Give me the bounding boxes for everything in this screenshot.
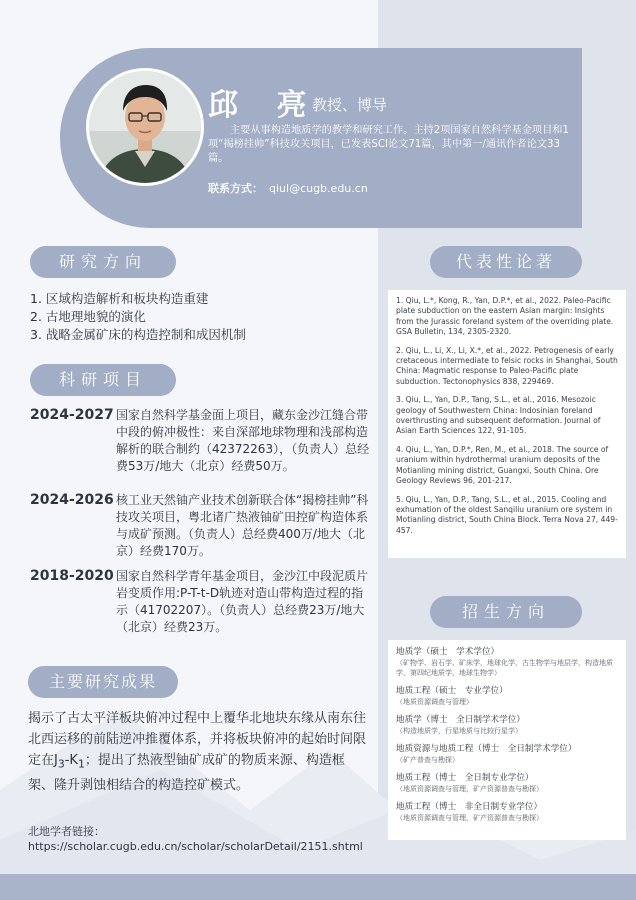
admission-item	[396, 743, 618, 765]
admission-degree: 地质工程（博士 全日制专业学位）	[396, 773, 534, 783]
project-year: 2018-2020	[30, 568, 114, 584]
contact-email[interactable]: qiul@cugb.edu.cn	[269, 182, 368, 195]
footer-bar	[0, 874, 636, 900]
profile-photo	[89, 71, 201, 183]
scholar-link[interactable]: https://scholar.cugb.edu.cn/scholar/scholarDetail/2151.shtml	[28, 840, 363, 853]
admission-item	[396, 646, 618, 678]
scholar-link-label: 北地学者链接：	[28, 825, 105, 838]
projects-heading: 科研项目	[30, 364, 176, 396]
project-item	[30, 492, 370, 560]
admission-item	[396, 772, 618, 794]
contact-label: 联系方式：	[208, 182, 263, 195]
project-year: 2024-2027	[30, 407, 114, 423]
project-item	[30, 407, 370, 475]
project-year: 2024-2026	[30, 492, 114, 508]
achievements-text	[28, 708, 366, 796]
admissions-heading: 招生方向	[430, 596, 582, 628]
project-desc: 核工业天然铀产业技术创新联合体“揭榜挂帅”科技攻关项目，粤北诸广热液铀矿田控矿构造体系与成矿预测。（负责人）总经费400万/地大（北京）经费170万。	[116, 493, 369, 558]
achievements-subscript: 1	[77, 757, 85, 771]
admission-degree: 地质资源与地质工程（博士 全日制学术学位）	[396, 744, 577, 754]
papers-list	[388, 290, 626, 558]
person-name: 邱 亮	[208, 88, 321, 123]
achievements-heading: 主要研究成果	[28, 666, 178, 698]
admission-majors: （矿产普查与勘探）	[396, 756, 459, 764]
papers-heading: 代表性论著	[430, 246, 582, 278]
research-item: 2. 古地理地貌的演化	[30, 309, 146, 324]
admission-item	[396, 714, 618, 736]
project-item	[30, 568, 370, 636]
research-heading: 研究方向	[30, 246, 176, 278]
research-item: 3. 战略金属矿床的构造控制和成因机制	[30, 327, 246, 342]
admission-item	[396, 801, 618, 823]
research-item: 1. 区域构造解析和板块构造重建	[30, 291, 209, 306]
admission-majors: （地质资源调查与管理，矿产资源普查与勘探）	[396, 814, 543, 822]
admission-majors: （矿物学、岩石学、矿床学，地球化学，古生物学与地层学，构造地质学，第四纪地质学，地球生物学）	[396, 659, 613, 677]
admissions-list	[388, 640, 626, 840]
admission-item	[396, 685, 618, 707]
research-list	[30, 290, 246, 344]
admission-degree: 地质工程（硕士 专业学位）	[396, 686, 508, 696]
admission-majors: （地质资源调查与管理，矿产资源普查与勘探）	[396, 785, 543, 793]
paper-item: 4. Qiu, L., Yan, D.P.*, Ren, M., et al., 2018. The source of uranium within hydrothermal uranium deposits of the Motianling mining district, Guangxi, South China. Ore Geology Reviews 96, 201-217.	[396, 444, 609, 486]
admission-degree: 地质学（硕士 学术学位）	[396, 647, 500, 657]
admission-majors: （地质资源调查与管理）	[396, 698, 473, 706]
paper-item: 2. Qiu, L., Li, X., Li, X.*, et al., 2022. Petrogenesis of early cretaceous intermediate to felsic rocks in Shanghai, South China: Magmatic response to Paleo-Pacific plate subduction. Tectonophysics 838, 229469.	[396, 345, 618, 386]
project-desc: 国家自然科学青年基金项目，金沙江中段泥质片岩变质作用:P-T-t-D轨迹对造山带构造过程的指示（41702207）。（负责人）总经费23万/地大（北京）经费23万。	[116, 569, 369, 634]
project-desc: 国家自然科学基金面上项目，藏东金沙江缝合带中段的俯冲极性：来自深部地球物理和浅部构造解析的联合制约（42372263），（负责人）总经费53万/地大（北京）经费50万。	[116, 408, 370, 473]
paper-item: 3. Qiu, L., Yan, D.P., Tang, S.L., et al., 2016. Mesozoic geology of Southwestern China: Indosinian foreland overthrusting and subsequent deformation. Journal of Asian Earth Sciences 122, 91-105.	[396, 395, 601, 436]
profile-photo-frame	[86, 68, 204, 186]
achievements-subscript: 3	[57, 757, 65, 771]
paper-item: 5. Qiu, L., Yan, D.P., Tang, S.L., et al., 2015. Cooling and exhumation of the oldest Sanqiliu uranium ore system in Motianling district, South China Block. Terra Nova 27, 449-457.	[396, 494, 618, 535]
admission-majors: （构造地质学，行星地质与比较行星学）	[396, 727, 522, 735]
achievements-text-part: 揭示了古太平洋板块俯冲过程中上覆华北地块东缘从南东往北西运移的前陆逆冲推覆体系，并将板块俯冲的起始时间限定在J	[28, 711, 367, 768]
person-intro: 主要从事构造地质学的教学和研究工作。主持2项国家自然科学基金项目和1项“揭榜挂帅”科技攻关项目，已发表SCI论文71篇，其中第一/通讯作者论文33篇。	[208, 125, 569, 164]
achievements-text-part: -K	[64, 753, 78, 768]
admission-degree: 地质学（博士 全日制学术学位）	[396, 715, 525, 725]
contact-info	[208, 180, 368, 196]
achievements-text-part: ；提出了热液型铀矿成矿的物质来源、构造框架、隆升剥蚀相结合的构造控矿模式。	[28, 753, 345, 793]
paper-item: 1. Qiu, L.*, Kong, R., Yan, D.P.*, et al., 2022. Paleo-Pacific plate subduction on the eastern Asian margin: Insights from the Jurassic foreland system of the overriding plate. GSA Bulletin, 134, 2305-2320.	[396, 296, 614, 337]
admission-degree: 地质工程（博士 非全日制专业学位）	[396, 802, 543, 812]
person-title: 教授、博导	[312, 96, 388, 114]
